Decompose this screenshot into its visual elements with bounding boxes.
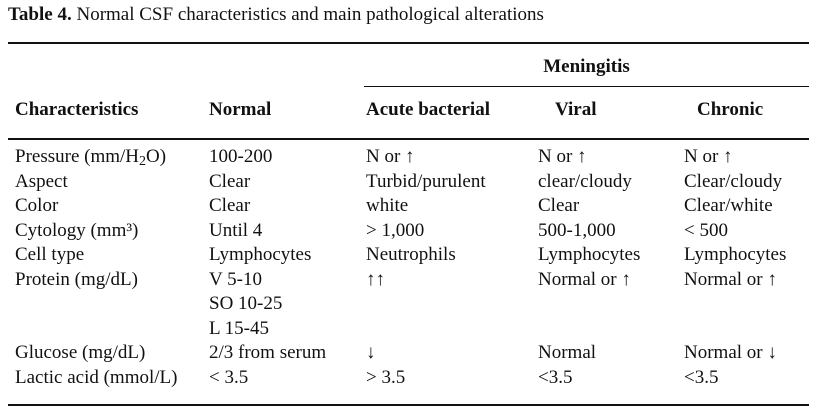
table-caption — [8, 4, 544, 26]
top-rule — [8, 42, 809, 44]
table-cell-r0-c3: N or ↑ — [538, 146, 587, 167]
table-cell-r2-c1: Clear — [209, 195, 251, 216]
table-cell-r5-c0: Protein (mg/dL) — [15, 268, 138, 290]
bottom-rule — [8, 404, 809, 406]
table-cell-r3-c1: Until 4 — [209, 219, 263, 241]
table-cell-r9-c3: <3.5 — [538, 366, 573, 388]
table-cell-r4-c2: Neutrophils — [366, 244, 456, 265]
table-cell-r0-c1: 100-200 — [209, 146, 273, 167]
header-chronic: Chronic — [697, 99, 764, 120]
table-cell-r5-c4: Normal or ↑ — [684, 268, 777, 290]
table-cell-r3-c0: Cytology (mm³) — [15, 219, 139, 241]
table-cell-r5-c1: V 5-10 — [209, 268, 262, 290]
table-cell-r8-c4: Normal or ↓ — [684, 342, 777, 363]
header-normal: Normal — [209, 99, 272, 120]
table-cell-r3-c3: 500-1,000 — [538, 219, 616, 241]
header-characteristics: Characteristics — [15, 99, 139, 120]
header-acute-bacterial: Acute bacterial — [366, 99, 490, 120]
table-cell-r5-c2: ↑↑ — [366, 268, 385, 290]
table-cell-r2-c2: white — [366, 195, 409, 216]
table-cell-r0-c4: N or ↑ — [684, 146, 733, 167]
caption-label: Table 4. — [8, 4, 72, 25]
table-cell-r9-c1: < 3.5 — [209, 366, 249, 388]
pressure-label-main: Pressure (mm/H — [15, 146, 140, 167]
header-rule — [8, 138, 809, 140]
table-cell-r8-c2: ↓ — [366, 342, 376, 363]
table-cell-r1-c3: clear/cloudy — [538, 170, 632, 192]
table-cell-r4-c0: Cell type — [15, 244, 85, 265]
table-cell-r8-c0: Glucose (mg/dL) — [15, 342, 146, 363]
table-cell-r6-c1: SO 10-25 — [209, 293, 283, 314]
table-cell-r7-c1: L 15-45 — [209, 317, 269, 339]
table-cell-r1-c4: Clear/cloudy — [684, 170, 783, 192]
table-cell-r3-c2: > 1,000 — [366, 219, 425, 241]
table-cell-r9-c4: <3.5 — [684, 366, 719, 388]
table-cell-r9-c0: Lactic acid (mmol/L) — [15, 366, 178, 388]
meningitis-header: Meningitis — [543, 56, 630, 77]
table-cell-r1-c0: Aspect — [15, 170, 68, 192]
header-viral: Viral — [555, 99, 597, 120]
table-cell-r4-c3: Lymphocytes — [538, 244, 641, 265]
table-cell-r1-c1: Clear — [209, 170, 251, 192]
table-cell-r5-c3: Normal or ↑ — [538, 268, 631, 290]
table-cell-r2-c0: Color — [15, 195, 59, 216]
meningitis-rule — [364, 86, 809, 87]
table-cell-r8-c3: Normal — [538, 342, 597, 363]
table-cell-r3-c4: < 500 — [684, 219, 728, 241]
table-cell-r4-c4: Lymphocytes — [684, 244, 787, 265]
table-cell-r4-c1: Lymphocytes — [209, 244, 312, 265]
table-cell-r9-c2: > 3.5 — [366, 366, 406, 388]
table-cell-r2-c4: Clear/white — [684, 195, 773, 216]
table-cell-r2-c3: Clear — [538, 195, 580, 216]
pressure-label-end: O) — [146, 146, 167, 167]
table-cell-r1-c2: Turbid/purulent — [366, 170, 486, 192]
table-cell-r0-c2: N or ↑ — [366, 146, 415, 167]
pressure-label-subscript: 2 — [139, 154, 147, 169]
caption-text: Normal CSF characteristics and main pathological alterations — [71, 4, 544, 25]
table-cell-r8-c1: 2/3 from serum — [209, 342, 327, 363]
